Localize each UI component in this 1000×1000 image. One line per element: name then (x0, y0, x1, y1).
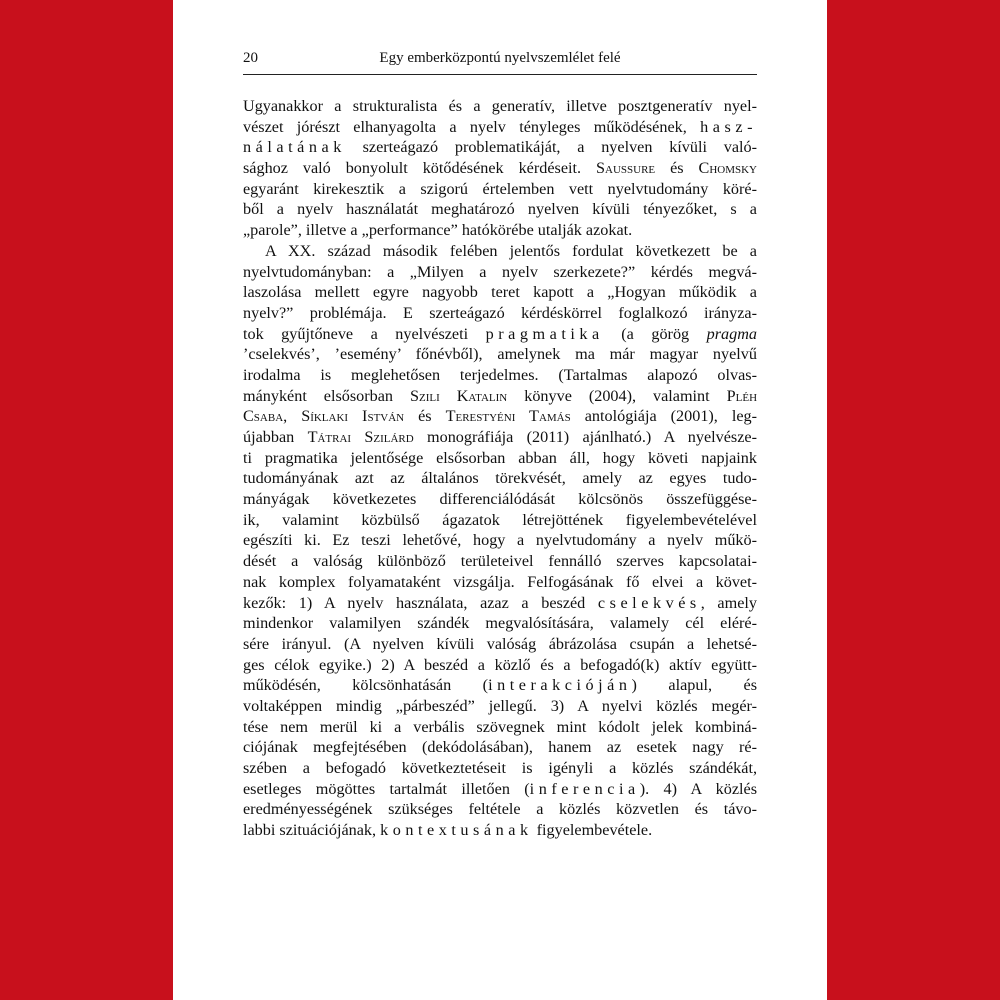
text-line (243, 634, 757, 655)
text-segment: tudományának azt az általános törekvését, amely az egyes tudo- (243, 469, 757, 488)
text-line (243, 468, 757, 489)
text-segment: Ugyanakkor a strukturalista és a generatív, illetve posztgeneratív nyel- (243, 97, 757, 115)
text-line (243, 199, 757, 220)
text-segment: , (283, 407, 302, 426)
text-segment: könyve (2004), valamint (507, 386, 727, 405)
text-line (243, 530, 757, 551)
text-segment: mindenkor valamilyen szándék megvalósítására, valamely cél eléré- (243, 614, 757, 633)
text-line (243, 593, 757, 614)
text-segment: újabban (243, 428, 308, 446)
emphasized-term: pragmatika (485, 324, 604, 343)
italic-term: pragma (706, 324, 757, 343)
text-segment: vészet jórészt elhanyagolta a nyelv tényleges működésének, (243, 117, 701, 136)
text-segment: labbi szituációjának, (243, 821, 381, 840)
text-segment: működésén, kölcsönhatásán ( (243, 676, 489, 695)
running-title: Egy emberközpontú nyelvszemlélet felé (379, 50, 621, 66)
text-segment: és (404, 407, 446, 426)
text-line (243, 386, 757, 407)
text-line (243, 262, 757, 283)
text-segment: figyelembevétele. (532, 821, 653, 840)
text-line (243, 758, 757, 779)
text-line (243, 737, 757, 758)
person-name: Szili Katalin (410, 386, 508, 405)
text-line (243, 241, 757, 262)
text-segment: dését a valóság különböző területeivel fennálló szerves kapcsolatai- (243, 552, 757, 571)
body-text (243, 96, 757, 841)
emphasized-term: cselekvés (597, 593, 701, 612)
text-line (243, 158, 757, 179)
text-segment: tése nem merül ki a verbális szövegnek mint kódolt jelek kombiná- (243, 717, 757, 736)
text-line (243, 696, 757, 717)
text-line (243, 717, 757, 738)
text-line (243, 799, 757, 820)
text-line (243, 282, 757, 303)
text-segment: , amely (700, 593, 757, 612)
emphasized-term: inferencia (529, 779, 640, 798)
text-segment: (a görög (603, 324, 707, 343)
text-segment: antológiája (2001), leg- (570, 407, 757, 426)
text-segment: mányként elsősorban (243, 386, 410, 405)
page-number: 20 (243, 50, 258, 66)
text-line (243, 655, 757, 676)
person-name: Tátrai Szilárd (307, 428, 414, 446)
person-name: Pléh (726, 386, 757, 405)
text-segment: monográfiája (2011) ajánlható.) A nyelvésze- (413, 428, 757, 446)
person-name: Terestyéni Tamás (445, 407, 571, 426)
text-segment: ). 4) A közlés (639, 779, 757, 798)
emphasized-term: kontextusának (380, 821, 533, 840)
text-line (243, 117, 757, 138)
text-line (243, 324, 757, 345)
text-segment: sére irányul. (A nyelven kívüli valóság ábrázolása csupán a lehetsé- (243, 634, 757, 653)
text-segment: szerteágazó problematikáját, a nyelven kívüli való- (345, 138, 757, 157)
text-segment: nyelv?” problémája. E szerteágazó kérdéskörrel foglalkozó irányza- (243, 303, 757, 322)
text-line (243, 427, 757, 448)
text-line (243, 303, 757, 324)
person-name: Saussure (596, 159, 656, 178)
text-segment: ’cselekvés’, ’esemény’ főnévből), amelynek ma már magyar nyelvű (243, 345, 757, 364)
text-segment: eredményességének szükséges feltétele a közlés közvetlen és távo- (243, 800, 757, 819)
page-header (243, 50, 757, 75)
text-segment: nyelvtudományban: a „Milyen a nyelv szerkezete?” kérdés megvá- (243, 262, 757, 281)
text-segment: tok gyűjtőneve a nyelvészeti (243, 324, 486, 343)
emphasized-term: hasz- (700, 117, 757, 136)
text-line (243, 96, 757, 117)
text-segment: laszolása mellett egyre nagyobb teret kapott a „Hogyan működik a (243, 283, 757, 302)
text-line (243, 613, 757, 634)
text-segment: ti pragmatika jelentősége elsősorban abban áll, hogy követi napjaink (243, 448, 757, 467)
text-line (243, 344, 757, 365)
text-line (243, 179, 757, 200)
text-segment: egészíti ki. Ez teszi lehetővé, hogy a nyelvtudomány a nyelv műkö- (243, 531, 757, 550)
text-line (243, 448, 757, 469)
text-line (243, 510, 757, 531)
text-line (243, 820, 757, 841)
text-segment: ciójának megfejtésében (dekódolásában), hanem az esetek nagy ré- (243, 738, 757, 757)
text-segment: egyaránt kirekesztik a szigorú értelemben vett nyelvtudomány köré- (243, 179, 757, 198)
text-segment: irodalma is meglehetősen terjedelmes. (Tartalmas alapozó olvas- (243, 365, 757, 384)
text-segment: ) alapul, és (631, 676, 757, 695)
text-segment: sághoz való bonyolult kötődésének kérdéseit. (243, 159, 596, 178)
text-line (243, 365, 757, 386)
paragraph (243, 241, 757, 841)
text-line (243, 572, 757, 593)
paragraph (243, 96, 757, 241)
text-segment: ik, valamint közbülső ágazatok létrejöttének figyelembevételével (243, 510, 757, 529)
text-line (243, 779, 757, 800)
person-name: Csaba (243, 407, 284, 426)
text-segment: A XX. század második felében jelentős fordulat következett be a (265, 241, 757, 260)
text-segment: ből a nyelv használatát meghatározó nyelven kívüli tényezőket, s a (243, 200, 757, 219)
text-segment: „parole”, illetve a „performance” hatókörébe utalják azokat. (243, 221, 633, 240)
text-line (243, 220, 757, 241)
text-segment: és (655, 159, 699, 178)
text-line (243, 137, 757, 158)
text-line (243, 489, 757, 510)
text-segment: esetleges mögöttes tartalmát illetően ( (243, 779, 530, 798)
person-name: Síklaki István (301, 407, 405, 426)
person-name: Chomsky (698, 159, 757, 178)
text-line (243, 675, 757, 696)
text-segment: voltaképpen mindig „párbeszéd” jellegű. 3) A nyelvi közlés megér- (243, 696, 757, 715)
text-segment: mányágak következetes differenciálódását kölcsönös összefüggése- (243, 490, 757, 509)
text-line (243, 551, 757, 572)
text-line (243, 406, 757, 427)
text-segment: szében a befogadó következtetéseit is igényli a közlés szándékát, (243, 759, 757, 777)
book-page (173, 0, 827, 1000)
text-segment: kezők: 1) A nyelv használata, azaz a beszéd (243, 593, 598, 612)
text-segment: nak komplex folyamataként vizsgálja. Felfogásának fő elvei a követ- (243, 572, 757, 591)
text-segment: ges célok egyike.) 2) A beszéd a közlő és a befogadó(k) aktív együtt- (243, 655, 757, 674)
emphasized-term: nálatának (243, 138, 346, 157)
emphasized-term: interakcióján (488, 676, 632, 695)
